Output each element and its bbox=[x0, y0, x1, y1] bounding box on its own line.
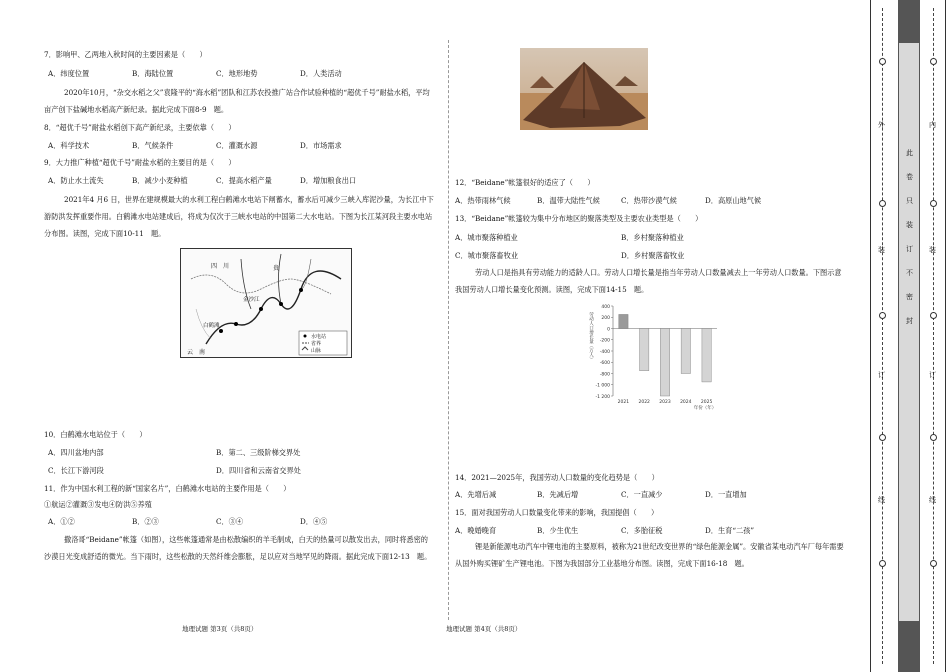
y-tick-label: -600 bbox=[599, 361, 610, 367]
x-tick-label: 2025 bbox=[700, 400, 713, 405]
y-tick-label: -800 bbox=[599, 372, 610, 378]
bar-2023 bbox=[660, 329, 669, 397]
binding-hole bbox=[879, 434, 886, 441]
binding-top-block bbox=[898, 0, 920, 42]
y-tick-label: 400 bbox=[601, 304, 610, 310]
q10-option-a: A．四川盆地内部 bbox=[48, 448, 104, 457]
q15-option-a: A．晚婚晚育 bbox=[455, 526, 497, 535]
q15-option-d: D．生育“二孩” bbox=[705, 526, 755, 535]
q12-option-a: A．热带雨林气候 bbox=[455, 196, 511, 205]
bar-2024 bbox=[681, 329, 690, 374]
y-tick-label: -200 bbox=[599, 338, 610, 344]
q7-option-c: C．地形地势 bbox=[216, 69, 258, 78]
seal-char: 不 bbox=[906, 269, 913, 277]
binding-inner-char: 装 bbox=[929, 246, 936, 254]
binding-bottom-block bbox=[898, 622, 920, 672]
x-tick-label: 2022 bbox=[638, 400, 650, 405]
chart-svg bbox=[585, 300, 725, 412]
binding-inner-char: 线 bbox=[929, 496, 936, 504]
x-tick-label: 2024 bbox=[680, 400, 692, 405]
binding-outer-char: 订 bbox=[878, 371, 885, 379]
q11-stem: 11．作为中国水利工程的新“国家名片”，白鹤滩水电站的主要作用是（ ） bbox=[44, 484, 291, 493]
seal-char: 只 bbox=[906, 197, 913, 205]
q15-stem: 15．面对我国劳动人口数量变化带来的影响，我国提倡（ ） bbox=[455, 508, 659, 517]
q15-option-b: B．少生优生 bbox=[537, 526, 579, 535]
binding-hole bbox=[930, 560, 937, 567]
q8-option-c: C．灌溉水源 bbox=[216, 141, 258, 150]
q14-stem: 14．2021—2025年，我国劳动人口数量的变化趋势是（ ） bbox=[455, 473, 659, 482]
seal-char: 此 bbox=[906, 149, 913, 157]
x-tick-label: 2021 bbox=[617, 400, 630, 405]
binding-hole bbox=[930, 312, 937, 319]
q9-option-b: B．减少小麦种植 bbox=[132, 176, 188, 185]
y-tick-label: 200 bbox=[601, 316, 610, 322]
q7-option-d: D．人类活动 bbox=[300, 69, 342, 78]
bar-2021 bbox=[619, 314, 628, 328]
q7-option-b: B．海陆位置 bbox=[132, 69, 174, 78]
bar-2025 bbox=[702, 329, 711, 382]
q8-option-b: B．气候条件 bbox=[132, 141, 174, 150]
q11-option-d: D．④⑤ bbox=[300, 517, 328, 526]
intro-8-9: 2020年10月，“杂交水稻之父”袁隆平的“海水稻”团队和江苏农投推广站合作试验种植的“超优千号”耐盐水稻，平均亩产创下盐碱地水稻高产新纪录。据此完成下面8-9 题。 bbox=[44, 88, 430, 114]
tent-drawing bbox=[520, 48, 648, 130]
bar-2022 bbox=[640, 329, 649, 371]
binding-hole bbox=[879, 560, 886, 567]
q10-stem: 10．白鹤滩水电站位于（ ） bbox=[44, 430, 147, 439]
footer-right: 地理试题 第4页（共8页） bbox=[446, 625, 522, 633]
binding-outer-char: 线 bbox=[878, 496, 885, 504]
binding-inner-char: 订 bbox=[929, 371, 936, 379]
q14-option-a: A．先增后减 bbox=[455, 490, 497, 499]
map-legend-mountain: 山脉 bbox=[311, 348, 322, 354]
q14-option-c: C．一直减少 bbox=[621, 490, 663, 499]
map-legend-station: 水电站 bbox=[311, 334, 327, 340]
q12-option-c: C．热带沙漠气候 bbox=[621, 196, 677, 205]
binding-hole bbox=[879, 58, 886, 65]
x-axis-label: 年份（年） bbox=[693, 406, 717, 411]
q12-stem: 12．“Beidane”帐篷很好的适应了（ ） bbox=[455, 178, 595, 187]
seal-char: 订 bbox=[906, 245, 913, 253]
intro-12-13: 撒洛哥“Beidane”帐篷（如图），这些帐篷通常是由松散编织的羊毛制成，白天的热量可以散发出去，同时将悉密的沙漠日光变成舒适的微光。当下雨时，这些松散的天然纤维会膨胀，足以应对当地罕见的降雨。据此完成下面12-13 题。 bbox=[44, 535, 432, 561]
hydropower-map bbox=[180, 248, 352, 358]
beidane-tent-photo bbox=[520, 48, 648, 130]
q13-option-a: A．城市聚落种植业 bbox=[455, 233, 518, 242]
q7-stem: 7．影响甲、乙两地入秋时间的主要因素是（ ） bbox=[44, 50, 207, 59]
q14-option-d: D．一直增加 bbox=[705, 490, 747, 499]
y-axis-label: 劳动人口增长量（万人） bbox=[588, 312, 594, 362]
y-tick-label: -1 200 bbox=[595, 394, 610, 400]
intro-14-15: 劳动人口是指具有劳动能力的适龄人口。劳动人口增长量是指当年劳动人口数量减去上一年劳动人口数量。下图示意我国劳动人口增长量变化预测。读图，完成下面14-15 题。 bbox=[455, 268, 842, 294]
q10-option-d: D．四川省和云南省交界处 bbox=[216, 466, 301, 475]
q15-option-c: C．多胎征税 bbox=[621, 526, 663, 535]
binding-inner-char: 内 bbox=[929, 121, 936, 129]
seal-char: 卷 bbox=[906, 173, 913, 181]
q13-option-c: C．城市聚落畜牧业 bbox=[455, 251, 519, 260]
map-label-station: 白鹤滩 bbox=[203, 323, 220, 329]
q11-option-c: C．③④ bbox=[216, 517, 244, 526]
q11-option-b: B．②③ bbox=[132, 517, 159, 526]
y-tick-label: -1 000 bbox=[595, 383, 610, 389]
q8-option-d: D．市场需求 bbox=[300, 141, 342, 150]
binding-hole bbox=[879, 200, 886, 207]
binding-outer-char: 外 bbox=[878, 121, 885, 129]
q11-option-a: A．①② bbox=[48, 517, 75, 526]
seal-char: 密 bbox=[906, 293, 913, 301]
q8-option-a: A．科学技术 bbox=[48, 141, 90, 150]
q14-option-b: B．先减后增 bbox=[537, 490, 579, 499]
map-label-province3: 云 南 bbox=[187, 349, 206, 356]
q13-option-d: D．乡村聚落畜牧业 bbox=[621, 251, 685, 260]
labor-growth-chart bbox=[585, 300, 725, 412]
map-drawing bbox=[181, 249, 351, 357]
binding-outer-char: 装 bbox=[878, 246, 885, 254]
q10-option-c: C．长江下游河段 bbox=[48, 466, 104, 475]
q12-option-d: D．高原山地气候 bbox=[705, 196, 762, 205]
seal-char: 装 bbox=[906, 221, 913, 229]
q10-option-b: B．第二、三级阶梯交界处 bbox=[216, 448, 301, 457]
map-label-river: 金沙江 bbox=[243, 297, 260, 303]
q12-option-b: B．温带大陆性气候 bbox=[537, 196, 600, 205]
q13-option-b: B．乡村聚落种植业 bbox=[621, 233, 684, 242]
intro-16-18: 锂是新能源电动汽车中锂电池的主要原料，被称为21世纪改变世界的“绿色能源金属”。安徽省某电动汽车厂每年需要从国外购买锂矿生产锂电池。下图为我国部分工业基地分布图。读图，完成下面16-18 题。 bbox=[455, 542, 844, 568]
binding-strip bbox=[870, 0, 946, 672]
q7-option-a: A．纬度位置 bbox=[48, 69, 90, 78]
q13-stem: 13．“Beidane”帐篷较为集中分布地区的聚落类型及主要农业类型是（ ） bbox=[455, 214, 703, 223]
map-label-province2: 贵 bbox=[273, 265, 280, 272]
q9-option-c: C．提高水稻产量 bbox=[216, 176, 272, 185]
column-divider bbox=[448, 40, 449, 620]
map-label-province1: 四 川 bbox=[211, 263, 230, 270]
seal-char: 封 bbox=[906, 317, 913, 325]
map-legend-border: 省界 bbox=[311, 341, 322, 347]
y-tick-label: -400 bbox=[599, 349, 610, 355]
binding-hole bbox=[930, 58, 937, 65]
q11-items: ①航运②灌溉③发电④防洪⑤养殖 bbox=[44, 500, 152, 509]
q9-option-a: A．防止水土流失 bbox=[48, 176, 104, 185]
intro-10-11: 2021年4 月6 日，世界在建规模最大的水利工程白鹤滩水电站下闸蓄水，蓄水后可减少三峡入库泥沙量，为长江中下游防洪发挥重要作用。白鹤滩水电站建成后，将成为仅次于三峡水电站的中国第二大水电站。下图为长江某河段主要水电站分布图。读图，完成下面10-11 题。 bbox=[44, 195, 434, 238]
binding-gray-band bbox=[898, 42, 920, 622]
x-tick-label: 2023 bbox=[659, 400, 671, 405]
y-tick-label: 0 bbox=[607, 327, 610, 333]
q8-stem: 8．“超优千号”耐盐水稻创下高产新纪录，主要依靠（ ） bbox=[44, 123, 236, 132]
binding-hole bbox=[930, 434, 937, 441]
binding-hole bbox=[930, 200, 937, 207]
q9-stem: 9．大力推广种植“超优千号”耐盐水稻的主要目的是（ ） bbox=[44, 158, 236, 167]
footer-left: 地理试题 第3页（共8页） bbox=[182, 625, 258, 633]
q9-option-d: D．增加粮食出口 bbox=[300, 176, 357, 185]
binding-hole bbox=[879, 312, 886, 319]
